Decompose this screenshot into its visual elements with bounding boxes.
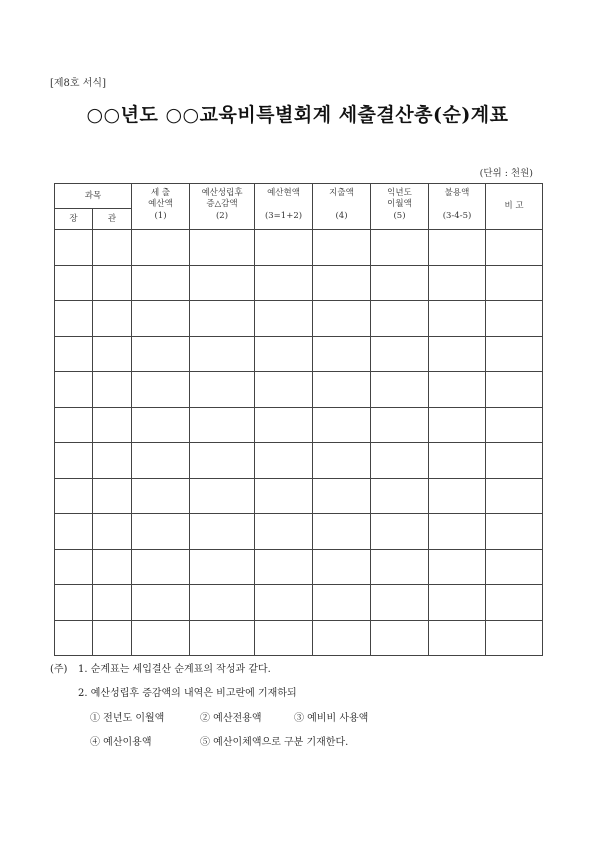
table-cell[interactable]: [371, 301, 429, 337]
table-cell[interactable]: [190, 585, 255, 621]
note-item-4: ④ 예산이용액: [90, 737, 152, 748]
table-cell[interactable]: [371, 549, 429, 585]
table-row: [55, 301, 543, 337]
table-cell[interactable]: [132, 514, 190, 550]
table-cell[interactable]: [486, 514, 543, 550]
table-cell[interactable]: [255, 443, 313, 479]
column-header-label: 이월액: [387, 198, 412, 209]
table-cell[interactable]: [313, 478, 371, 514]
table-cell[interactable]: [190, 230, 255, 266]
table-cell[interactable]: [93, 301, 132, 337]
note-2: 2. 예산성립후 증감액의 내역은 비고란에 기재하되: [78, 688, 297, 699]
table-cell[interactable]: [429, 514, 486, 550]
table-cell[interactable]: [313, 443, 371, 479]
table-body: [55, 230, 543, 656]
table-cell[interactable]: [429, 265, 486, 301]
settlement-table: [54, 183, 543, 656]
table-cell[interactable]: [429, 549, 486, 585]
table-cell[interactable]: [190, 372, 255, 408]
table-cell[interactable]: [371, 585, 429, 621]
column-header-unused: [429, 184, 486, 230]
table-row: [55, 620, 543, 656]
table-cell[interactable]: [255, 514, 313, 550]
table-cell[interactable]: [313, 301, 371, 337]
column-header-label: [429, 199, 485, 210]
note-item-3: ③ 예비비 사용액: [294, 713, 369, 724]
table-cell[interactable]: [429, 407, 486, 443]
table-cell[interactable]: [313, 372, 371, 408]
table-cell[interactable]: [371, 620, 429, 656]
table-cell[interactable]: [255, 372, 313, 408]
table-cell[interactable]: [93, 585, 132, 621]
table-cell[interactable]: [55, 336, 93, 372]
table-cell[interactable]: [190, 620, 255, 656]
table-cell[interactable]: [132, 301, 190, 337]
table-cell[interactable]: [313, 585, 371, 621]
table-cell[interactable]: [132, 372, 190, 408]
table-cell[interactable]: [93, 478, 132, 514]
table-cell[interactable]: [55, 443, 93, 479]
column-header-label: 세 출: [150, 188, 171, 198]
table-cell[interactable]: [429, 301, 486, 337]
column-header-number: (3=1+2): [264, 211, 303, 222]
table-cell[interactable]: [93, 443, 132, 479]
table-cell[interactable]: [93, 265, 132, 301]
table-cell[interactable]: [190, 301, 255, 337]
column-header-number: (5): [393, 211, 406, 222]
table-cell[interactable]: [429, 478, 486, 514]
table-cell[interactable]: [190, 407, 255, 443]
table-cell[interactable]: [55, 407, 93, 443]
table-cell[interactable]: [55, 478, 93, 514]
table-cell[interactable]: [132, 549, 190, 585]
table-cell[interactable]: [486, 265, 543, 301]
table-cell[interactable]: [93, 514, 132, 550]
table-cell[interactable]: [55, 620, 93, 656]
table-cell[interactable]: [132, 336, 190, 372]
table-cell[interactable]: [132, 407, 190, 443]
table-cell[interactable]: [190, 514, 255, 550]
table-cell[interactable]: [55, 265, 93, 301]
table-row: [55, 265, 543, 301]
table-cell[interactable]: [55, 549, 93, 585]
table-row: [55, 230, 543, 266]
table-cell[interactable]: [429, 372, 486, 408]
table-cell[interactable]: [93, 336, 132, 372]
column-header-number: (1): [154, 211, 167, 222]
table-cell[interactable]: [486, 301, 543, 337]
column-header-label: 불용액: [444, 188, 470, 198]
table-cell[interactable]: [486, 549, 543, 585]
table-cell[interactable]: [132, 265, 190, 301]
table-cell[interactable]: [190, 265, 255, 301]
table-cell[interactable]: [313, 230, 371, 266]
column-header-budget: [132, 184, 190, 230]
table-cell[interactable]: [371, 336, 429, 372]
table-cell[interactable]: [132, 230, 190, 266]
table-cell[interactable]: [313, 514, 371, 550]
table-cell[interactable]: [371, 407, 429, 443]
table-cell[interactable]: [486, 478, 543, 514]
unit-label: (단위 : 천원): [479, 168, 533, 179]
table-cell[interactable]: [313, 265, 371, 301]
column-header-label: 예산액: [148, 198, 173, 209]
note-1: 1. 순계표는 세입결산 순계표의 작성과 같다.: [78, 664, 271, 675]
column-header-number: (3-4-5): [442, 211, 472, 222]
column-header-current-budget: [255, 184, 313, 230]
table-cell[interactable]: [132, 478, 190, 514]
table-cell[interactable]: [55, 514, 93, 550]
column-header-label: [313, 199, 370, 210]
table-cell[interactable]: [371, 372, 429, 408]
table-row: [55, 407, 543, 443]
table-row: [55, 585, 543, 621]
table-cell[interactable]: [313, 620, 371, 656]
table-row: [55, 443, 543, 479]
table-cell[interactable]: [190, 443, 255, 479]
table-cell[interactable]: [255, 301, 313, 337]
table-cell[interactable]: [371, 443, 429, 479]
table-cell[interactable]: [486, 443, 543, 479]
note-item-1: ① 전년도 이월액: [90, 713, 165, 724]
table-cell[interactable]: [313, 549, 371, 585]
table-cell[interactable]: [371, 230, 429, 266]
table-cell[interactable]: [429, 620, 486, 656]
table-cell[interactable]: [486, 372, 543, 408]
document-title: ○○년도 ○○교육비특별회계 세출결산총(순)계표: [86, 104, 509, 126]
subheader-chapter: 장: [55, 209, 93, 230]
column-header-number: (2): [215, 211, 229, 222]
table-cell[interactable]: [93, 549, 132, 585]
table-cell[interactable]: [313, 336, 371, 372]
column-header-label: 예산현액: [267, 188, 300, 198]
note-item-5: ⑤ 예산이체액으로 구분 기재한다.: [200, 737, 349, 748]
table-cell[interactable]: [255, 336, 313, 372]
table-cell[interactable]: [55, 372, 93, 408]
table-cell[interactable]: [255, 585, 313, 621]
table-cell[interactable]: [429, 443, 486, 479]
table-cell[interactable]: [190, 549, 255, 585]
column-header-label: [255, 199, 312, 210]
table-cell[interactable]: [255, 478, 313, 514]
table-cell[interactable]: [371, 478, 429, 514]
table-cell[interactable]: [55, 230, 93, 266]
table-cell[interactable]: [190, 336, 255, 372]
column-header-label: 익년도: [387, 188, 412, 198]
table-cell[interactable]: [313, 407, 371, 443]
table-cell[interactable]: [486, 336, 543, 372]
table-cell[interactable]: [255, 230, 313, 266]
table-row: [55, 336, 543, 372]
column-header-carryover: [371, 184, 429, 230]
table-cell[interactable]: [255, 549, 313, 585]
table-cell[interactable]: [255, 265, 313, 301]
table-cell[interactable]: [371, 514, 429, 550]
table-cell[interactable]: [132, 585, 190, 621]
table-cell[interactable]: [429, 585, 486, 621]
column-header-change: [190, 184, 255, 230]
column-header-label: 지출액: [329, 188, 354, 198]
category-header: 과목: [55, 184, 132, 209]
table-cell[interactable]: [429, 336, 486, 372]
table-cell[interactable]: [55, 301, 93, 337]
table-cell[interactable]: [255, 620, 313, 656]
table-cell[interactable]: [55, 585, 93, 621]
table-cell[interactable]: [371, 265, 429, 301]
table-cell[interactable]: [132, 620, 190, 656]
form-number: [제8호 서식]: [50, 78, 106, 89]
table-cell[interactable]: [132, 443, 190, 479]
table-cell[interactable]: [93, 407, 132, 443]
table-cell[interactable]: [93, 372, 132, 408]
column-header-label: 증△감액: [206, 198, 238, 209]
subheader-section: 관: [93, 209, 132, 230]
table-row: [55, 478, 543, 514]
table-cell[interactable]: [93, 230, 132, 266]
table-row: [55, 549, 543, 585]
table-cell[interactable]: [255, 407, 313, 443]
note-item-2: ② 예산전용액: [200, 713, 262, 724]
table-cell[interactable]: [190, 478, 255, 514]
table-row: [55, 514, 543, 550]
table-cell[interactable]: [486, 620, 543, 656]
column-header-label: 예산성립후: [201, 188, 243, 198]
table-cell[interactable]: [93, 620, 132, 656]
table-row: [55, 372, 543, 408]
column-header-expenditure: [313, 184, 371, 230]
table-cell[interactable]: [486, 230, 543, 266]
column-header-number: (4): [335, 211, 348, 222]
column-header-remarks: 비 고: [486, 184, 543, 230]
table-cell[interactable]: [486, 585, 543, 621]
table-cell[interactable]: [486, 407, 543, 443]
table-cell[interactable]: [429, 230, 486, 266]
notes-prefix: (주): [50, 664, 68, 675]
